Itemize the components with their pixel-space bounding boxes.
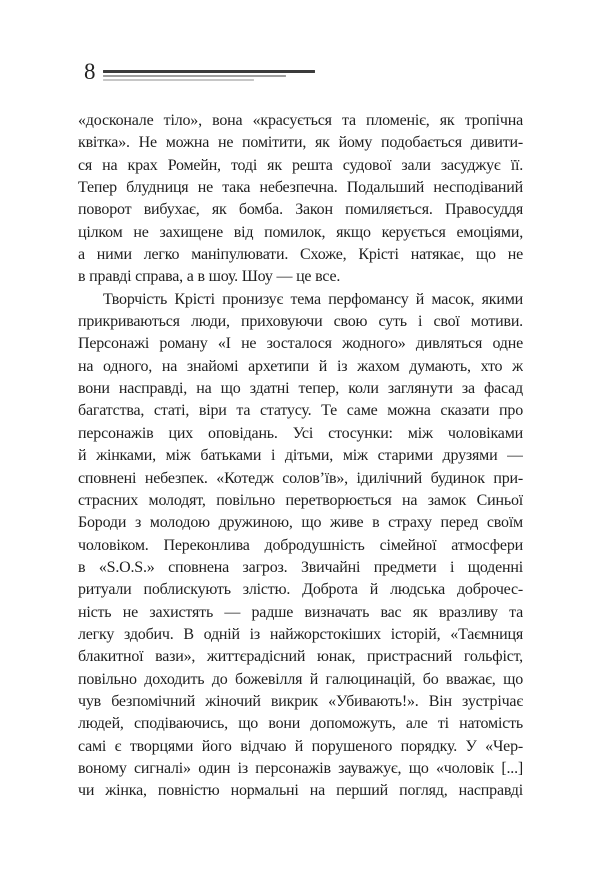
text-line: страсних молодят, повільно перетворюється на замок Синьої — [78, 491, 523, 509]
text-line: вони насправді, на що здатні тепер, коли заглянути за фасад — [78, 380, 523, 398]
text-line: ся на крах Ромейн, тоді як решта судової зали засуджує її. — [78, 156, 523, 174]
text-line: в правді справа, а в шоу. Шоу — це все. — [78, 268, 341, 286]
header-rule-dark — [103, 70, 315, 73]
text-line: повільно доходить до божевілля й галюцинацій, бо вважає, що — [78, 670, 523, 688]
text-line: самі є творцями його відчаю й порушеного порядку. У «Чер- — [78, 737, 523, 755]
text-line: прикриваються люди, приховуючи свою суть і свої мотиви. — [78, 313, 523, 331]
header-ornament-rules — [103, 70, 315, 81]
text-line: воному сигналі» один із персонажів зауважує, що «чоловік [...] — [78, 759, 523, 777]
page-number: 8 — [84, 59, 96, 84]
paragraph — [78, 110, 523, 289]
text-line: чув безпомічний жіночий викрик «Убивають!». Він зустрічає — [78, 692, 523, 710]
text-line: на одного, на знайомі архетипи й із жахом думають, хто ж — [78, 357, 523, 375]
text-line: «досконале тіло», вона «красується та пломеніє, як тропічна — [78, 112, 523, 129]
text-line: легку здобич. В одній із найжорстокіших історій, «Таємниця — [78, 625, 523, 643]
text-line: сповнені небезпек. «Котедж солов’їв», ідилічний будинок при- — [78, 469, 523, 487]
text-line: поворот вибухає, як бомба. Закон помиляється. Правосуддя — [78, 201, 523, 219]
page-text — [78, 110, 523, 803]
header-rule-medium — [103, 75, 286, 78]
text-line: чи жінка, повністю нормальні на перший погляд, насправді — [78, 782, 523, 800]
text-line: цілком не захищене від помилок, якщо керується емоціями, — [78, 223, 523, 241]
text-line: персонажів цих оповідань. Усі стосунки: між чоловіками — [78, 424, 523, 442]
text-line: Тепер блудниця не така небезпечна. Подальший несподіваний — [78, 179, 523, 197]
text-line: багатства, статі, віри та статусу. Те саме можна сказати про — [78, 402, 523, 420]
text-line: блакитної вази», життєрадісний юнак, пристрасний гольфіст, — [78, 648, 523, 666]
text-line: ність не захистять — радше визначать вас як вразливу та — [78, 603, 523, 621]
text-line: Творчість Крісті пронизує тема перфомансу й масок, якими — [103, 290, 523, 308]
text-line: квітка». Не можна не помітити, як йому подобається дивити- — [78, 134, 523, 152]
text-line: в «S.O.S.» сповнена загроз. Звичайні предмети і щоденні — [78, 558, 523, 576]
text-line: чоловіком. Переконлива добродушність сімейної атмосфери — [78, 536, 523, 554]
text-line: ритуали поблискують злістю. Доброта й людська доброчес- — [78, 581, 523, 599]
paragraph — [78, 289, 523, 803]
text-line: й жінками, між батьками і дітьми, між старими друзями — — [78, 447, 523, 465]
text-line: Бороди з молодою дружиною, що живе в страху перед своїм — [78, 514, 523, 532]
text-line: а ними легко маніпулювати. Схоже, Крісті натякає, що не — [78, 246, 523, 264]
text-line: Персонажі роману «І не зосталося жодного» дивляться одне — [78, 335, 523, 353]
text-line: людей, сподіваючись, що вони допоможуть, але ті натомість — [78, 715, 523, 733]
header-rule-light — [103, 79, 254, 81]
